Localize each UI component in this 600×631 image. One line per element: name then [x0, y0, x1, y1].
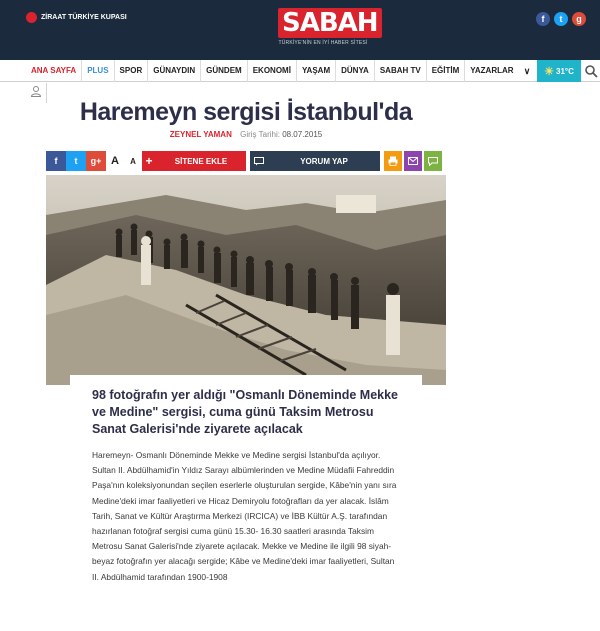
comment-button[interactable]: YORUM YAP	[268, 151, 380, 171]
nav-item-sabah-tv[interactable]: SABAH TV	[374, 60, 426, 82]
nav-item-yasam[interactable]: YAŞAM	[296, 60, 335, 82]
nav-item-plus[interactable]: PLUS	[81, 60, 113, 82]
sun-icon: ☀	[544, 65, 554, 78]
share-toolbar	[46, 151, 446, 171]
article-content	[70, 375, 422, 631]
site-logo[interactable]	[278, 8, 378, 46]
weather-widget[interactable]	[537, 60, 581, 82]
author-name[interactable]: ZEYNEL YAMAN	[169, 130, 232, 139]
logo-tagline: TÜRKİYE'NİN EN İYİ HABER SİTESİ	[278, 40, 368, 46]
promo-link[interactable]	[26, 12, 127, 23]
user-icon[interactable]	[30, 85, 42, 97]
twitter-icon[interactable]: t	[554, 12, 568, 26]
article-subhead: 98 fotoğrafın yer aldığı "Osmanlı Döneminde Mekke ve Medine" sergisi, cuma günü Taksim Metrosu Sanat Galerisi'nde ziyarete açılacak	[92, 388, 398, 436]
site-header	[0, 0, 600, 60]
article-body: Haremeyn- Osmanlı Döneminde Mekke ve Medine sergisi İstanbul'da açılıyor. Sultan II. Abdülhamid'in Yıldız Sarayı albümlerinden ve Medine Müdafii Fahreddin Paşa'nın koleksiyonundan seçilen eserlerle oluşturulan sergide, Kâbe'nin yanı sıra Medine'deki imar faaliyetleri ve Hicaz Demiryolu fotoğrafları da yer alacak. İslâm Tarih, Sanat ve Kültür Araştırma Merkezi (IRCICA) ve İBB Kültür A.Ş. tarafından hazırlanan fotoğraf sergisi cuma günü 15.30- 16.30 saatleri arasında Taksim Metrosu Sanat Galerisi'nde ziyarete açılacak. Mekke ve Medine ile ilgili 98 siyah-beyaz fotoğrafın yer alacağı sergide; Kâbe ve Medine'deki imar faaliyetleri, Sultan II. Abdülhamid tarafından 1900-1908	[92, 450, 397, 582]
publish-date: 08.07.2015	[282, 130, 323, 139]
message-icon[interactable]	[424, 151, 442, 171]
promo-label: ZİRAAT TÜRKİYE KUPASI	[41, 14, 127, 21]
nav-item-egitim[interactable]: EĞİTİM	[426, 60, 465, 82]
plus-icon[interactable]: +	[142, 151, 156, 171]
nav-item-gundem[interactable]: GÜNDEM	[200, 60, 247, 82]
nav-item-dunya[interactable]: DÜNYA	[335, 60, 374, 82]
nav-item-gunaydin[interactable]: GÜNAYDIN	[147, 60, 200, 82]
date-label: Giriş Tarihi:	[240, 130, 280, 139]
search-icon[interactable]	[584, 64, 598, 78]
share-facebook-button[interactable]: f	[46, 151, 66, 171]
print-icon[interactable]	[384, 151, 402, 171]
font-decrease-button[interactable]: A	[124, 151, 142, 171]
article-photo	[46, 175, 446, 385]
share-twitter-button[interactable]: t	[66, 151, 86, 171]
chevron-down-icon[interactable]: ∨	[523, 66, 531, 76]
trophy-icon	[26, 12, 37, 23]
facebook-icon[interactable]: f	[536, 12, 550, 26]
social-links	[536, 12, 586, 26]
mail-icon[interactable]	[404, 151, 422, 171]
nav-item-ekonomi[interactable]: EKONOMİ	[247, 60, 296, 82]
googleplus-icon[interactable]: g	[572, 12, 586, 26]
temperature: 31°C	[556, 66, 574, 76]
add-to-site-button[interactable]: SİTENE EKLE	[156, 151, 246, 171]
main-nav	[0, 60, 600, 82]
nav-item-yazarlar[interactable]: YAZARLAR	[464, 60, 518, 82]
logo-wordmark: SABAH	[278, 8, 382, 38]
byline	[46, 130, 446, 139]
nav-item-ana-sayfa[interactable]: ANA SAYFA	[31, 66, 77, 75]
nav-item-spor[interactable]: SPOR	[114, 60, 148, 82]
article-title: Haremeyn sergisi İstanbul'da	[79, 98, 413, 126]
share-googleplus-button[interactable]: g+	[86, 151, 106, 171]
font-increase-button[interactable]: A	[106, 151, 124, 171]
comment-icon[interactable]	[250, 151, 268, 171]
